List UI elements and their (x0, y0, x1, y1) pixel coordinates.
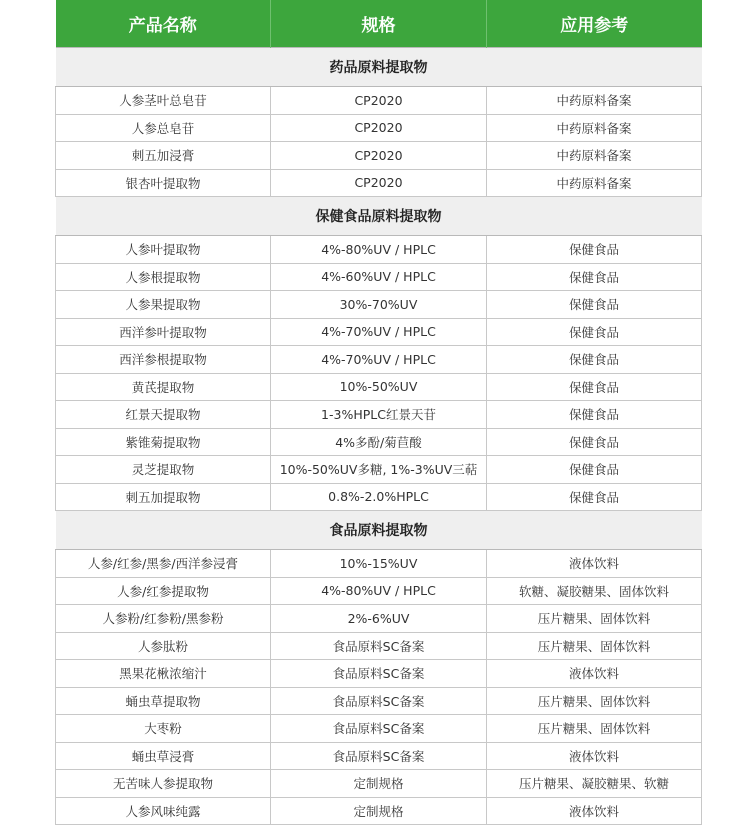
header-specification: 规格 (271, 0, 487, 48)
cell-specification: CP2020 (271, 142, 487, 170)
cell-application: 中药原料备案 (487, 114, 702, 142)
table-row (56, 401, 702, 429)
cell-application: 软糖、凝胶糖果、固体饮料 (487, 577, 702, 605)
header-product-name: 产品名称 (56, 0, 271, 48)
cell-specification: 食品原料SC备案 (271, 742, 487, 770)
cell-application: 保健食品 (487, 373, 702, 401)
table-row (56, 318, 702, 346)
cell-product-name: 红景天提取物 (56, 401, 271, 429)
cell-application: 保健食品 (487, 456, 702, 484)
table-row (56, 632, 702, 660)
table-row (56, 550, 702, 578)
cell-specification: 30%-70%UV (271, 291, 487, 319)
cell-specification: 4%-80%UV / HPLC (271, 236, 487, 264)
section-title: 保健食品原料提取物 (56, 197, 702, 236)
cell-application: 保健食品 (487, 346, 702, 374)
cell-application: 压片糖果、凝胶糖果、软糖 (487, 770, 702, 798)
cell-application: 液体饮料 (487, 742, 702, 770)
cell-application: 保健食品 (487, 291, 702, 319)
cell-specification: 4%多酚/菊苣酸 (271, 428, 487, 456)
table-row (56, 605, 702, 633)
cell-specification: 定制规格 (271, 770, 487, 798)
table-row (56, 428, 702, 456)
cell-specification: 食品原料SC备案 (271, 632, 487, 660)
table-row (56, 577, 702, 605)
cell-specification: 2%-6%UV (271, 605, 487, 633)
cell-product-name: 黄芪提取物 (56, 373, 271, 401)
table-row (56, 114, 702, 142)
cell-specification: CP2020 (271, 114, 487, 142)
cell-application: 保健食品 (487, 428, 702, 456)
table-row (56, 291, 702, 319)
cell-application: 压片糖果、固体饮料 (487, 687, 702, 715)
table-row (56, 797, 702, 825)
cell-product-name: 人参肽粉 (56, 632, 271, 660)
table-row (56, 483, 702, 511)
cell-product-name: 西洋参叶提取物 (56, 318, 271, 346)
table-body (56, 48, 702, 825)
cell-application: 保健食品 (487, 236, 702, 264)
cell-application: 中药原料备案 (487, 142, 702, 170)
cell-product-name: 人参风味纯露 (56, 797, 271, 825)
cell-specification: 0.8%-2.0%HPLC (271, 483, 487, 511)
table-row (56, 742, 702, 770)
cell-product-name: 人参果提取物 (56, 291, 271, 319)
cell-product-name: 蛹虫草提取物 (56, 687, 271, 715)
cell-application: 中药原料备案 (487, 87, 702, 115)
cell-product-name: 人参/红参/黑参/西洋参浸膏 (56, 550, 271, 578)
cell-specification: 食品原料SC备案 (271, 715, 487, 743)
cell-application: 保健食品 (487, 401, 702, 429)
cell-product-name: 刺五加提取物 (56, 483, 271, 511)
cell-application: 液体饮料 (487, 797, 702, 825)
cell-product-name: 蛹虫草浸膏 (56, 742, 271, 770)
cell-application: 液体饮料 (487, 550, 702, 578)
section-title: 食品原料提取物 (56, 511, 702, 550)
cell-application: 保健食品 (487, 263, 702, 291)
cell-product-name: 西洋参根提取物 (56, 346, 271, 374)
product-spec-table (55, 0, 702, 825)
section-header-row (56, 511, 702, 550)
cell-specification: 1-3%HPLC红景天苷 (271, 401, 487, 429)
cell-product-name: 黑果花楸浓缩汁 (56, 660, 271, 688)
cell-product-name: 刺五加浸膏 (56, 142, 271, 170)
table-row (56, 687, 702, 715)
section-header-row (56, 197, 702, 236)
cell-specification: CP2020 (271, 169, 487, 197)
cell-specification: 定制规格 (271, 797, 487, 825)
cell-product-name: 人参粉/红参粉/黑参粉 (56, 605, 271, 633)
table-row (56, 236, 702, 264)
section-header-row (56, 48, 702, 87)
cell-product-name: 人参/红参提取物 (56, 577, 271, 605)
table-row (56, 263, 702, 291)
cell-specification: 10%-50%UV (271, 373, 487, 401)
cell-application: 保健食品 (487, 483, 702, 511)
product-spec-table-container (55, 0, 701, 825)
table-row (56, 456, 702, 484)
cell-application: 压片糖果、固体饮料 (487, 605, 702, 633)
cell-specification: 4%-60%UV / HPLC (271, 263, 487, 291)
cell-application: 压片糖果、固体饮料 (487, 632, 702, 660)
table-header (56, 0, 702, 48)
table-row (56, 142, 702, 170)
cell-specification: 食品原料SC备案 (271, 660, 487, 688)
table-row (56, 373, 702, 401)
table-row (56, 87, 702, 115)
cell-specification: 4%-70%UV / HPLC (271, 318, 487, 346)
cell-product-name: 人参总皂苷 (56, 114, 271, 142)
cell-application: 中药原料备案 (487, 169, 702, 197)
cell-application: 保健食品 (487, 318, 702, 346)
cell-specification: CP2020 (271, 87, 487, 115)
table-row (56, 660, 702, 688)
table-row (56, 715, 702, 743)
cell-application: 压片糖果、固体饮料 (487, 715, 702, 743)
cell-specification: 10%-50%UV多糖, 1%-3%UV三萜 (271, 456, 487, 484)
cell-product-name: 人参根提取物 (56, 263, 271, 291)
table-row (56, 346, 702, 374)
cell-product-name: 银杏叶提取物 (56, 169, 271, 197)
table-row (56, 770, 702, 798)
cell-product-name: 大枣粉 (56, 715, 271, 743)
header-application: 应用参考 (487, 0, 702, 48)
section-title: 药品原料提取物 (56, 48, 702, 87)
cell-application: 液体饮料 (487, 660, 702, 688)
cell-product-name: 人参叶提取物 (56, 236, 271, 264)
cell-product-name: 紫锥菊提取物 (56, 428, 271, 456)
cell-specification: 4%-70%UV / HPLC (271, 346, 487, 374)
cell-product-name: 人参茎叶总皂苷 (56, 87, 271, 115)
table-row (56, 169, 702, 197)
cell-specification: 10%-15%UV (271, 550, 487, 578)
cell-product-name: 灵芝提取物 (56, 456, 271, 484)
cell-product-name: 无苦味人参提取物 (56, 770, 271, 798)
cell-specification: 食品原料SC备案 (271, 687, 487, 715)
cell-specification: 4%-80%UV / HPLC (271, 577, 487, 605)
